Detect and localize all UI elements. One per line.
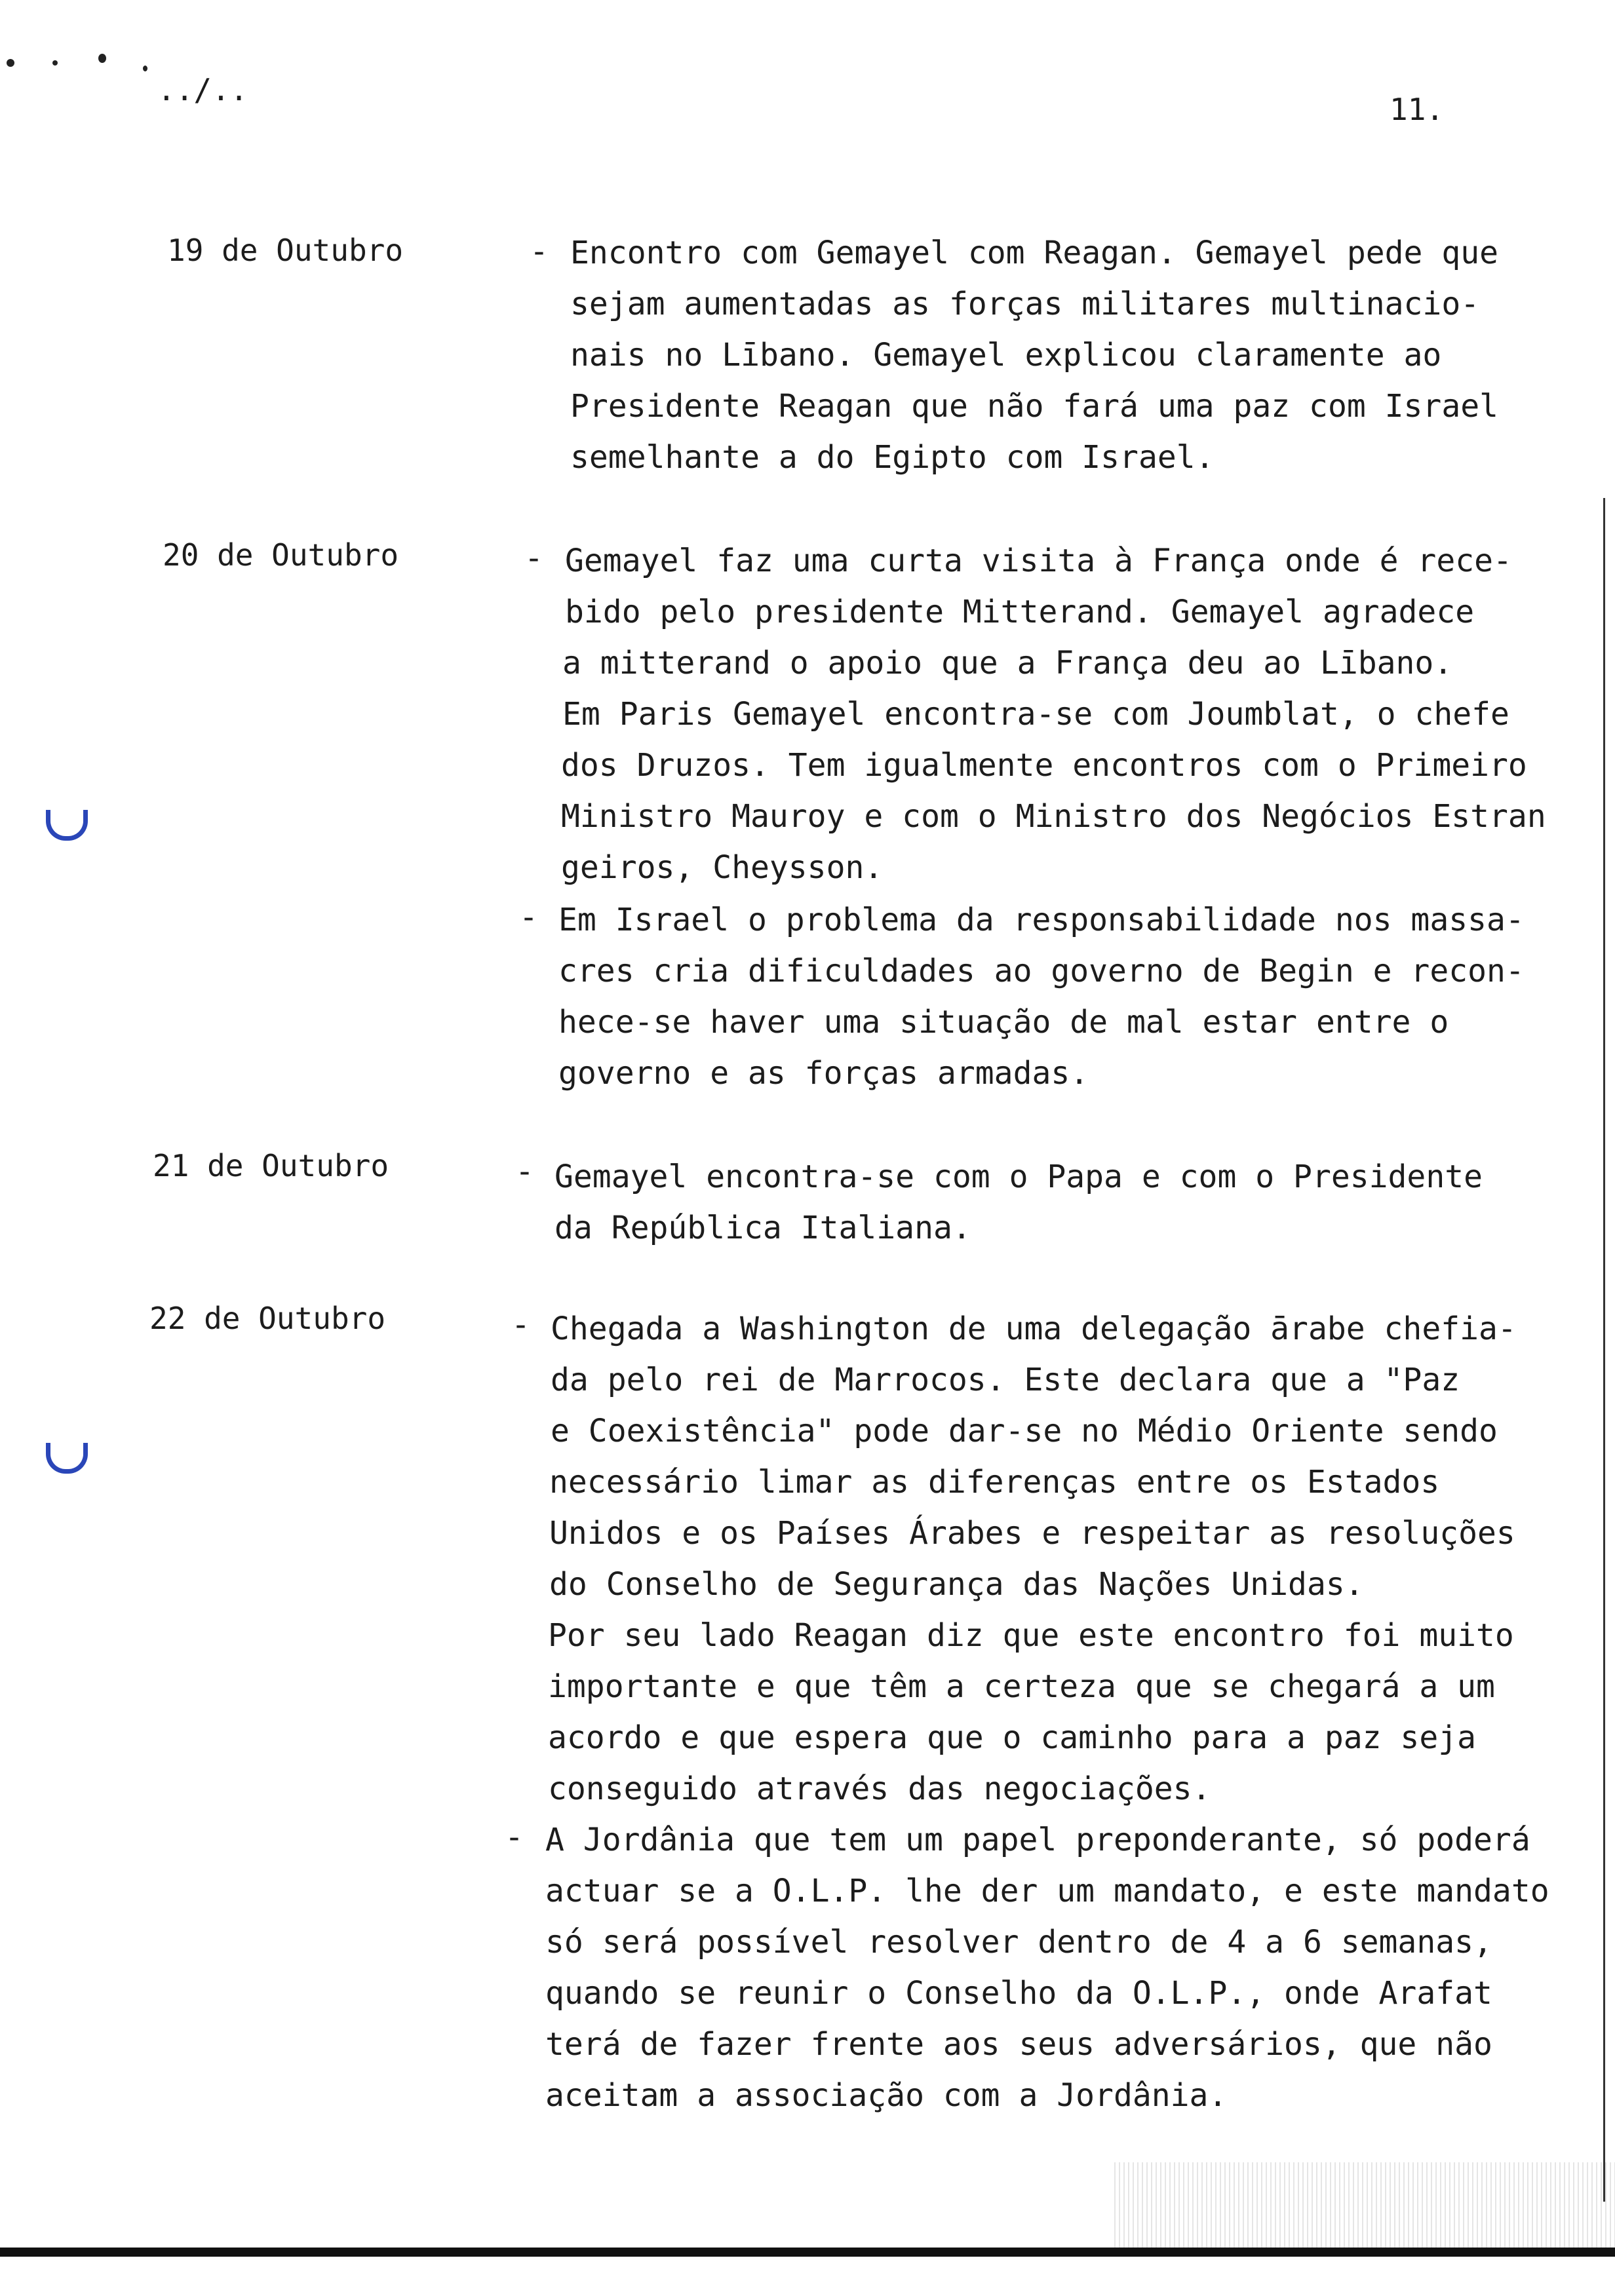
punch-hole-mark — [46, 810, 88, 841]
entry-line: Em Paris Gemayel encontra-se com Joumblat, o chefe — [562, 696, 1509, 733]
scan-speck — [143, 66, 147, 71]
entry-line: a mitterand o apoio que a França deu ao Lībano. — [562, 645, 1453, 681]
entry-line: da República Italiana. — [555, 1210, 971, 1246]
entry-line: Presidente Reagan que não fará uma paz com Israel — [570, 388, 1499, 425]
entry-line: Encontro com Gemayel com Reagan. Gemayel pede que — [570, 235, 1499, 271]
entry-line: Em Israel o problema da responsabilidade nos massa- — [558, 902, 1525, 938]
entry-date: 19 de Outubro — [167, 233, 404, 268]
entry-line: dos Druzos. Tem igualmente encontros com o Primeiro — [561, 747, 1527, 784]
scan-speck — [52, 60, 58, 66]
entry-line: só será possível resolver dentro de 4 a 6 semanas, — [545, 1924, 1492, 1961]
punch-hole-mark — [46, 1443, 88, 1474]
entry-line: nais no Lībano. Gemayel explicou claramente ao — [570, 337, 1442, 373]
entry-date: 22 de Outubro — [149, 1301, 386, 1336]
item-dash: - — [524, 540, 543, 577]
entry-line: bido pelo presidente Mitterand. Gemayel agradece — [565, 594, 1475, 630]
entry-date: 20 de Outubro — [163, 537, 399, 573]
page-edge-shadow — [1603, 498, 1605, 2202]
entry-line: do Conselho de Segurança das Nações Unidas. — [549, 1566, 1364, 1603]
entry-line: terá de fazer frente aos seus adversários, que não — [545, 2026, 1492, 2063]
entry-line: importante e que têm a certeza que se chegará a um — [548, 1668, 1495, 1705]
entry-line: Gemayel encontra-se com o Papa e com o Presidente — [555, 1158, 1483, 1195]
item-dash: - — [530, 233, 549, 270]
entry-line: e Coexistência" pode dar-se no Médio Oriente sendo — [551, 1413, 1498, 1449]
page-bottom-edge — [0, 2248, 1615, 2257]
item-dash: - — [515, 1153, 534, 1190]
entry-line: da pelo rei de Marrocos. Este declara que a "Paz — [551, 1362, 1460, 1398]
item-dash: - — [519, 899, 538, 936]
entry-line: necessário limar as diferenças entre os Estados — [549, 1464, 1440, 1501]
item-dash: - — [511, 1307, 530, 1343]
page-number: 11. — [1390, 92, 1445, 127]
entry-line: semelhante a do Egipto com Israel. — [570, 439, 1215, 476]
entry-line: A Jordânia que tem um papel preponderante, só poderá — [545, 1822, 1530, 1858]
entry-line: Por seu lado Reagan diz que este encontro foi muito — [548, 1617, 1514, 1654]
entry-line: sejam aumentadas as forças militares multinacio- — [570, 286, 1480, 322]
entry-line: aceitam a associação com a Jordânia. — [545, 2077, 1228, 2114]
entry-line: hece-se haver uma situação de mal estar entre o — [558, 1004, 1449, 1041]
entry-line: governo e as forças armadas. — [558, 1055, 1089, 1092]
entry-line: cres cria dificuldades ao governo de Begin e recon- — [558, 953, 1525, 989]
entry-line: actuar se a O.L.P. lhe der um mandato, e este mandato — [545, 1873, 1549, 1909]
scan-speck — [98, 54, 106, 63]
entry-line: acordo e que espera que o caminho para a paz seja — [548, 1719, 1477, 1756]
continuation-mark: ../.. — [157, 72, 248, 107]
item-dash: - — [505, 1819, 524, 1856]
entry-line: quando se reunir o Conselho da O.L.P., onde Arafat — [545, 1975, 1492, 2012]
scan-noise — [1114, 2162, 1615, 2248]
scan-speck — [7, 59, 14, 67]
entry-line: geiros, Cheysson. — [561, 849, 884, 886]
entry-date: 21 de Outubro — [153, 1148, 389, 1183]
entry-line: Gemayel faz uma curta visita à França onde é rece- — [565, 543, 1512, 579]
entry-line: Chegada a Washington de uma delegação ārabe chefia- — [551, 1311, 1517, 1347]
entry-line: conseguido através das negociações. — [548, 1770, 1211, 1807]
entry-line: Ministro Mauroy e com o Ministro dos Negócios Estran — [561, 798, 1546, 835]
entry-line: Unidos e os Países Árabes e respeitar as resoluções — [549, 1515, 1515, 1552]
